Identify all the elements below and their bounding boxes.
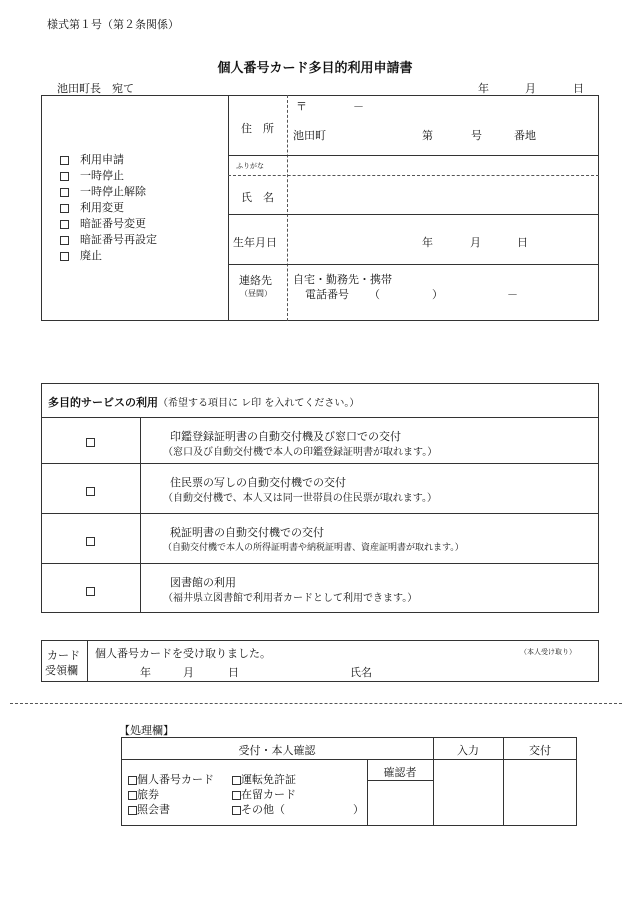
birth-label: 生年月日 <box>233 236 277 249</box>
form-number: 様式第１号（第２条関係） <box>47 18 179 31</box>
checkbox[interactable] <box>60 220 69 229</box>
service-title: 図書館の利用 <box>170 576 236 589</box>
doc-option[interactable]: 個人番号カード <box>128 771 214 787</box>
receipt-month-label: 月 <box>183 666 194 679</box>
checkbox[interactable] <box>60 236 69 245</box>
service-checkbox[interactable] <box>86 584 95 597</box>
processing-col-reception: 受付・本人確認 <box>238 744 316 757</box>
receipt-year-label: 年 <box>140 666 151 679</box>
divider <box>228 95 229 321</box>
application-type-list <box>60 152 157 264</box>
service-note: （自動交付機で、本人又は同一世帯員の住民票が取れます。） <box>163 493 437 504</box>
doc-option[interactable]: 運転免許証 <box>232 771 296 787</box>
birth-year-label: 年 <box>422 236 433 249</box>
divider <box>41 563 599 564</box>
divider <box>41 513 599 514</box>
checkbox[interactable] <box>60 156 69 165</box>
application-type-option[interactable]: 利用変更 <box>60 200 157 216</box>
divider <box>287 95 288 321</box>
contact-types[interactable]: 自宅・勤務先・携帯 <box>293 273 392 286</box>
service-checkbox[interactable] <box>86 534 95 547</box>
name-label: 氏 名 <box>241 191 274 204</box>
divider <box>367 780 433 781</box>
service-note: （窓口及び自動交付機で本人の印鑑登録証明書が取れます。） <box>163 447 438 458</box>
divider <box>228 155 599 156</box>
contact-label: 連絡先 <box>239 274 272 287</box>
service-title: 印鑑登録証明書の自動交付機及び窓口での交付 <box>170 430 401 443</box>
postal-mark: 〒 <box>296 100 307 113</box>
service-checkbox[interactable] <box>86 435 95 448</box>
services-header: 多目的サービスの利用（希望する項目に レ印 を入れてください。） <box>48 396 360 409</box>
service-note: （福井県立図書館で利用者カードとして利用できます。） <box>163 593 418 604</box>
divider <box>228 214 599 215</box>
checkbox[interactable] <box>60 188 69 197</box>
cut-line <box>10 703 622 704</box>
service-checkbox[interactable] <box>86 484 95 497</box>
doc-option[interactable]: その他（ <box>232 801 285 817</box>
date-year-label: 年 <box>478 82 489 95</box>
addressee: 池田町長 宛て <box>57 82 134 95</box>
furigana-label: ふりがな <box>236 162 264 170</box>
phone-dash: － <box>507 288 518 301</box>
birth-month-label: 月 <box>470 236 481 249</box>
address-label: 住 所 <box>241 122 274 135</box>
divider <box>41 417 599 418</box>
phone-close-paren: ） <box>432 288 443 301</box>
date-month-label: 月 <box>525 82 536 95</box>
phone-label: 電話番号 <box>305 288 349 301</box>
address-go: 号 <box>471 129 482 142</box>
checkbox[interactable] <box>60 204 69 213</box>
application-type-option[interactable]: 暗証番号再設定 <box>60 232 157 248</box>
confirmer-label: 確認者 <box>383 766 417 779</box>
phone-open-paren: （ <box>369 288 380 301</box>
receipt-label-2: 受領欄 <box>45 664 78 677</box>
processing-col-input: 入力 <box>457 744 479 757</box>
divider <box>121 759 577 760</box>
date-day-label: 日 <box>573 82 584 95</box>
divider <box>41 463 599 464</box>
other-close-paren: ） <box>353 803 364 816</box>
divider <box>228 175 599 176</box>
service-title: 税証明書の自動交付機での交付 <box>170 526 324 539</box>
address-banchi: 番地 <box>514 129 536 142</box>
contact-sub-label: （昼間） <box>240 289 272 298</box>
application-type-option[interactable]: 一時停止 <box>60 168 157 184</box>
receipt-text: 個人番号カードを受け取りました。 <box>95 647 271 660</box>
divider <box>140 417 141 613</box>
doc-option[interactable]: 旅券 <box>128 786 159 802</box>
processing-col-issue: 交付 <box>529 744 551 757</box>
doc-option[interactable]: 在留カード <box>232 786 296 802</box>
application-type-option[interactable]: 暗証番号変更 <box>60 216 157 232</box>
divider <box>228 264 599 265</box>
application-type-option[interactable]: 廃止 <box>60 248 157 264</box>
checkbox[interactable] <box>60 172 69 181</box>
receipt-name-label: 氏名 <box>350 666 372 679</box>
checkbox[interactable] <box>60 252 69 261</box>
receipt-note: （本人受け取り） <box>520 648 576 656</box>
receipt-label: カード <box>47 649 80 662</box>
service-title: 住民票の写しの自動交付機での交付 <box>170 476 346 489</box>
processing-title: 【処理欄】 <box>119 724 174 737</box>
page-title: 個人番号カード多目的利用申請書 <box>217 61 413 76</box>
postal-dash: － <box>353 100 364 113</box>
receipt-day-label: 日 <box>228 666 239 679</box>
address-dai: 第 <box>422 129 433 142</box>
doc-option[interactable]: 照会書 <box>128 801 170 817</box>
birth-day-label: 日 <box>517 236 528 249</box>
divider <box>87 640 88 682</box>
address-town[interactable]: 池田町 <box>293 129 326 142</box>
application-type-option[interactable]: 利用申請 <box>60 152 157 168</box>
application-type-option[interactable]: 一時停止解除 <box>60 184 157 200</box>
service-note: （自動交付機で本人の所得証明書や納税証明書、資産証明書が取れます。） <box>163 543 464 553</box>
